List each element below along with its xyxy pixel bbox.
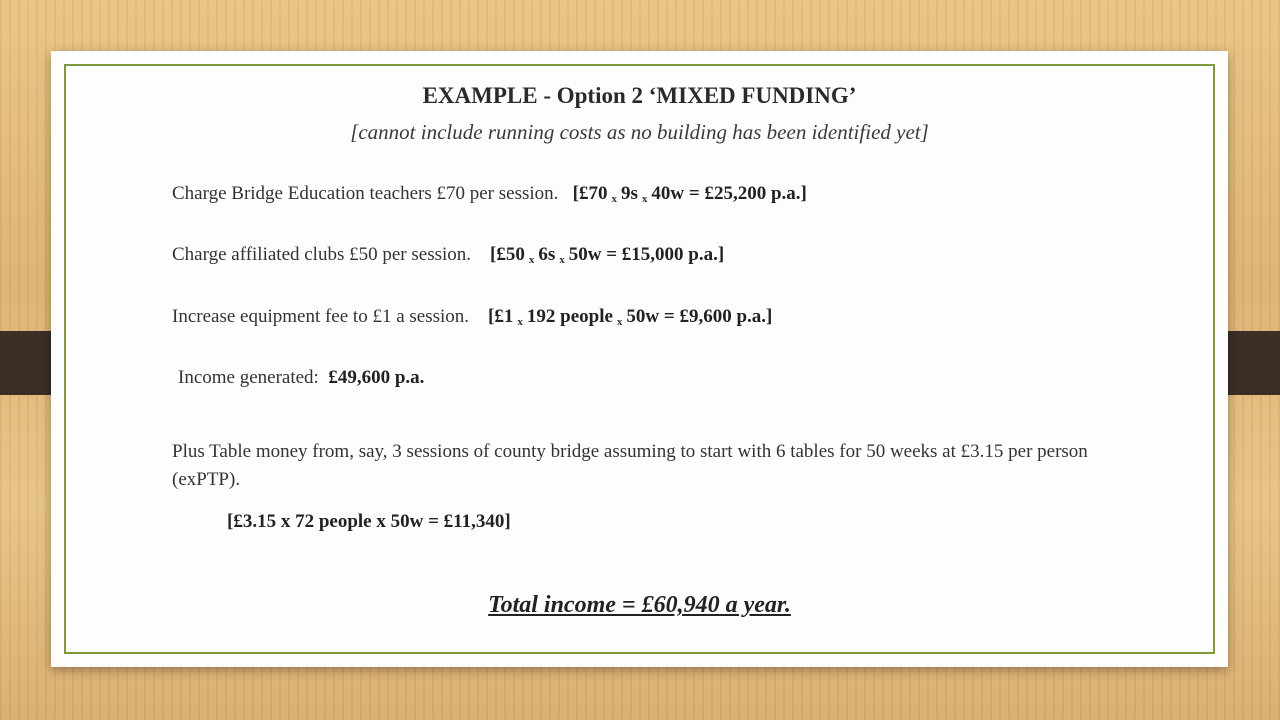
equipment-fee-line xyxy=(172,306,772,328)
multiply-sign: x xyxy=(528,254,535,266)
equipment-formula-part3: 50w = £9,600 p.a.] xyxy=(626,306,773,327)
clubs-formula-part1: [£50 xyxy=(490,244,525,265)
table-money-formula: [£3.15 x 72 people x 50w = £11,340] xyxy=(227,511,511,532)
teacher-formula-part1: [£70 xyxy=(572,183,608,204)
slide-frame xyxy=(64,64,1215,654)
multiply-sign: x xyxy=(517,316,523,328)
table-money-paragraph: Plus Table money from, say, 3 sessions of county bridge assuming to start with 6 tables for 50 weeks at £3.15 per person (exPTP). xyxy=(172,441,1088,490)
income-generated-line xyxy=(178,367,424,389)
clubs-charge-text: Charge affiliated clubs £50 per session. xyxy=(172,244,472,265)
clubs-formula-part2: 6s xyxy=(538,244,556,265)
clubs-charge-line xyxy=(172,244,724,266)
teacher-formula-part2: 9s xyxy=(620,183,638,204)
slide-subtitle: [cannot include running costs as no building has been identified yet] xyxy=(350,120,929,144)
slide-title: EXAMPLE - Option 2 ‘MIXED FUNDING’ xyxy=(422,83,857,108)
multiply-sign: x xyxy=(559,254,565,266)
total-income: Total income = £60,940 a year. xyxy=(488,592,791,618)
income-value: £49,600 p.a. xyxy=(328,367,425,388)
clubs-formula-part3: 50w = £15,000 p.a.] xyxy=(568,244,725,265)
equipment-formula-part2: 192 people xyxy=(526,306,613,327)
income-label: Income generated: xyxy=(178,367,319,388)
teacher-charge-text: Charge Bridge Education teachers £70 per session. xyxy=(172,183,559,204)
equipment-fee-text: Increase equipment fee to £1 a session. xyxy=(172,306,470,327)
multiply-sign: x xyxy=(611,193,617,205)
slide-card xyxy=(51,51,1228,667)
multiply-sign: x xyxy=(616,316,623,328)
multiply-sign: x xyxy=(641,193,648,205)
teacher-charge-line xyxy=(172,183,807,205)
teacher-formula-part3: 40w = £25,200 p.a.] xyxy=(651,183,807,204)
equipment-formula-part1: [£1 xyxy=(488,306,514,327)
